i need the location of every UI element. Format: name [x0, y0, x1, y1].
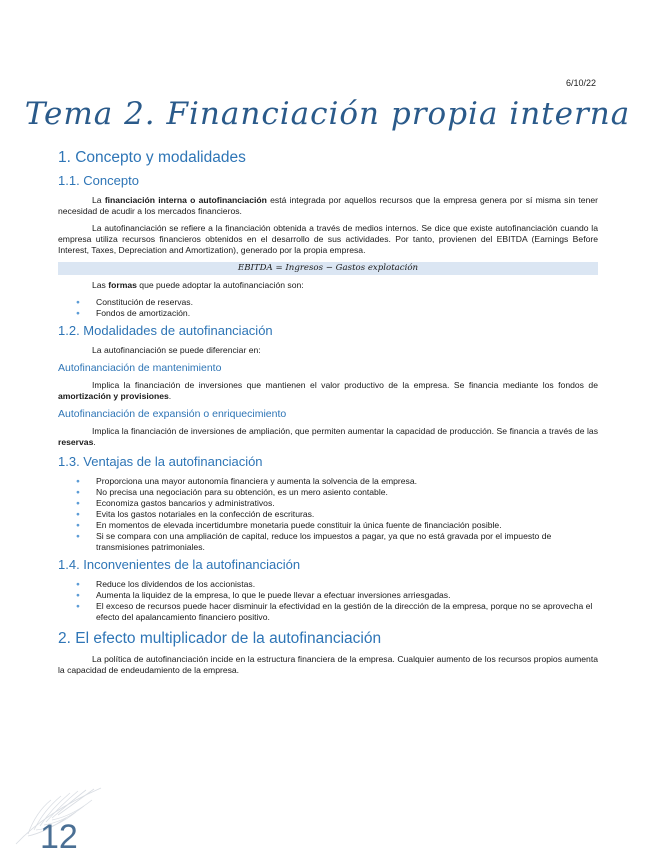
forms-list [58, 297, 598, 319]
list-item: ● Constitución de reservas. [96, 297, 598, 308]
paragraph-formas: Las formas que puede adoptar la autofinanciación son: [92, 280, 304, 290]
minor-heading-expansion: Autofinanciación de expansión o enriquecimiento [58, 408, 287, 420]
disadvantages-list [58, 579, 598, 623]
list-item: ● No precisa una negociación para su obtención, es un mero asiento contable. [96, 487, 598, 498]
subsection-heading-ventajas: 1.3. Ventajas de la autofinanciación [58, 454, 263, 469]
paragraph-efecto-multiplicador: La política de autofinanciación incide en la estructura financiera de la empresa. Cualquier aumento de los recursos propios aumenta la capacidad de endeudamiento de la empresa. [58, 654, 598, 675]
paragraph-mantenimiento: Implica la financiación de inversiones que mantienen el valor productivo de la empresa. Se financia mediante los fondos de amortización y provisiones. [58, 380, 598, 401]
document-date: 6/10/22 [565, 78, 596, 88]
section-heading-2: 2. El efecto multiplicador de la autofinanciación [58, 630, 382, 647]
advantages-list [58, 476, 598, 553]
paragraph-modalidades-intro: La autofinanciación se puede diferenciar en: [92, 345, 261, 355]
list-item: ● Economiza gastos bancarios y administrativos. [96, 498, 598, 509]
list-item: ● El exceso de recursos puede hacer disminuir la efectividad en la gestión de la dirección de la empresa, porque no se aprovecha el efecto del apalancamiento financiero positivo. [96, 601, 598, 623]
list-item: ● Evita los gastos notariales en la confección de escrituras. [96, 509, 598, 520]
section-heading-1: 1. Concepto y modalidades [58, 149, 246, 166]
list-item: ● Proporciona una mayor autonomía financiera y aumenta la solvencia de la empresa. [96, 476, 598, 487]
list-item: ● Aumenta la liquidez de la empresa, lo que le puede llevar a efectuar inversiones arriesgadas. [96, 590, 598, 601]
list-item: ● Si se compara con una ampliación de capital, reduce los impuestos a pagar, ya que no está gravada por el impuesto de transmisiones patrimoniales. [96, 531, 598, 553]
minor-heading-mantenimiento: Autofinanciación de mantenimiento [58, 362, 222, 374]
page-title: Tema 2. Financiación propia interna [24, 96, 631, 132]
paragraph-autofinanciacion: La autofinanciación se refiere a la financiación obtenida a través de medios internos. Se dice que existe autofinanciación cuando la empresa utiliza recursos financieros obtenidos en el desarrollo de sus actividades. Por tanto, provienen del EBITDA (Earnings Before Interest, Taxes, Depreciation and Amortization), generado por la propia empresa. [58, 223, 598, 255]
subsection-heading-inconvenientes: 1.4. Inconvenientes de la autofinanciación [58, 557, 301, 572]
list-item: ● En momentos de elevada incertidumbre monetaria puede constituir la única fuente de financiación posible. [96, 520, 598, 531]
subsection-heading-modalidades: 1.2. Modalidades de autofinanciación [58, 323, 273, 338]
paragraph-expansion: Implica la financiación de inversiones de ampliación, que permiten aumentar la capacidad de producción. Se financia a través de las reservas. [58, 426, 598, 447]
page-number: 12 [40, 818, 78, 856]
subsection-heading-concepto: 1.1. Concepto [58, 173, 139, 188]
paragraph-definition: La financiación interna o autofinanciación está integrada por aquellos recursos que la empresa genera por sí misma sin tener necesidad de acudir a los mercados financieros. [58, 195, 598, 216]
list-item: ● Fondos de amortización. [96, 308, 598, 319]
document-body [58, 148, 598, 682]
list-item: ● Reduce los dividendos de los accionistas. [96, 579, 598, 590]
ebitda-formula: EBITDA = Ingresos − Gastos explotación [58, 262, 598, 275]
